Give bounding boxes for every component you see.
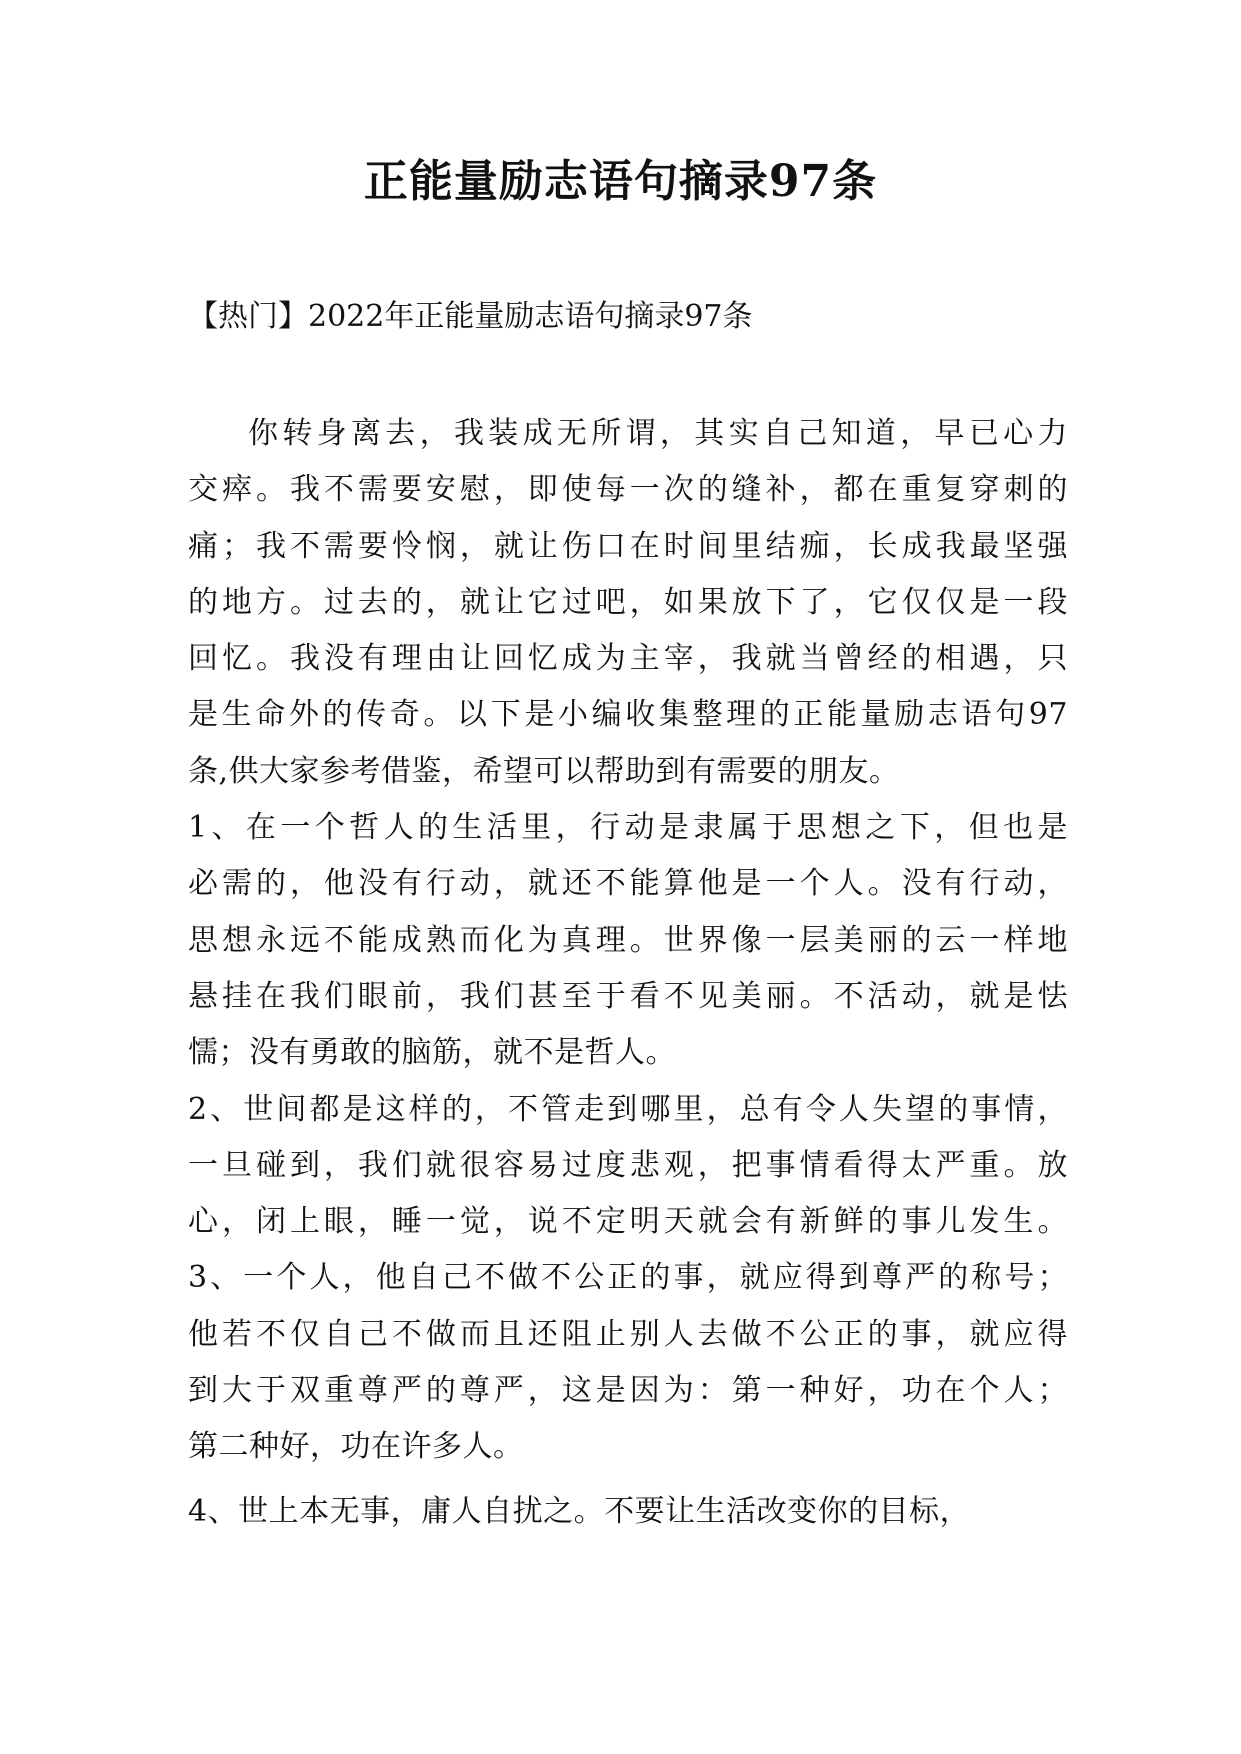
text-line: 他若不仅自己不做而且还阻止别人去做不公正的事，就应得 [188,1316,1068,1352]
text-line: 条,供大家参考借鉴，希望可以帮助到有需要的朋友。 [188,753,900,789]
text-line: 的地方。过去的，就让它过吧，如果放下了，它仅仅是一段 [188,584,1068,620]
text-line: 到大于双重尊严的尊严，这是因为：第一种好，功在个人； [188,1373,1068,1409]
text-line: 交瘁。我不需要安慰，即使每一次的缝补，都在重复穿刺的 [188,472,1068,508]
text-line: 是生命外的传奇。以下是小编收集整理的正能量励志语句97 [188,697,1068,733]
text-line: 3、一个人，他自己不做不公正的事，就应得到尊严的称号； [188,1260,1068,1296]
text-line: 第二种好，功在许多人。 [188,1429,524,1465]
text-line: 心，闭上眼，睡一觉，说不定明天就会有新鲜的事儿发生。 [188,1204,1068,1240]
document-title: 正能量励志语句摘录97条 [363,156,878,207]
text-line: 回忆。我没有理由让回忆成为主宰，我就当曾经的相遇，只 [188,641,1068,677]
text-line: 你转身离去，我装成无所谓，其实自己知道，早已心力 [248,416,1068,451]
text-line: 懦；没有勇敢的脑筋，就不是哲人。 [188,1035,676,1071]
text-line: 4、世上本无事，庸人自扰之。不要让生活改变你的目标， [188,1493,971,1529]
text-line: 一旦碰到，我们就很容易过度悲观，把事情看得太严重。放 [188,1147,1068,1183]
text-line: 悬挂在我们眼前，我们甚至于看不见美丽。不活动，就是怯 [188,978,1068,1014]
document-subtitle: 【热门】2022年正能量励志语句摘录97条 [188,299,753,334]
text-line: 1、在一个哲人的生活里，行动是隶属于思想之下，但也是 [188,810,1068,846]
text-line: 思想永远不能成熟而化为真理。世界像一层美丽的云一样地 [188,922,1068,958]
text-line: 2、世间都是这样的，不管走到哪里，总有令人失望的事情， [188,1091,1068,1127]
text-line: 必需的，他没有行动，就还不能算他是一个人。没有行动， [188,866,1068,902]
text-line: 痛；我不需要怜悯，就让伤口在时间里结痂，长成我最坚强 [188,528,1068,564]
document-body [188,406,1068,1540]
